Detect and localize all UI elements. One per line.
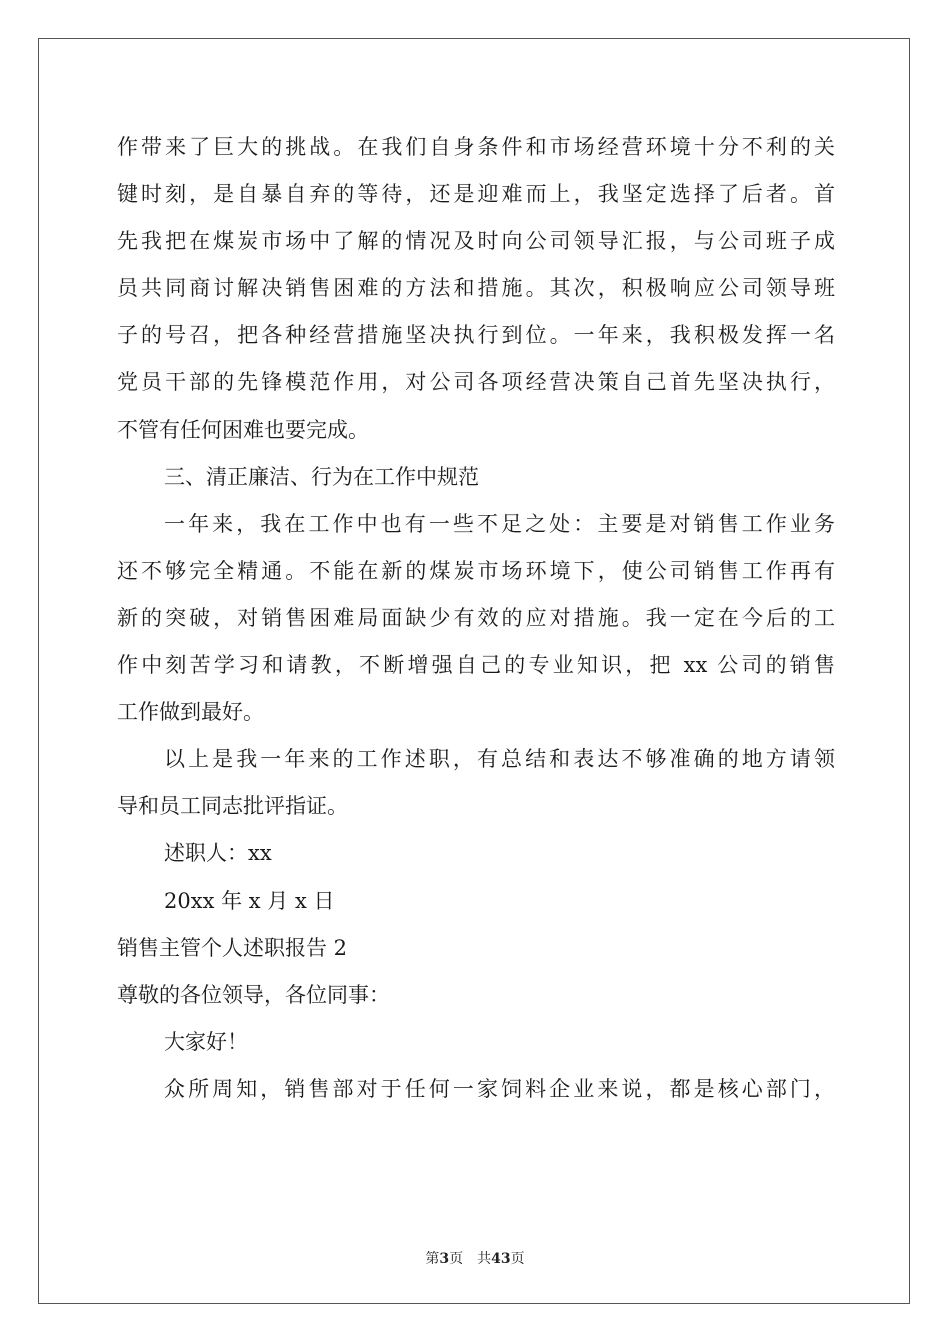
paragraph-line: 一年来，我在工作中也有一些不足之处：主要是对销售工作业务 [164,511,835,536]
paragraph-line: 键时刻，是自暴自弃的等待，还是迎难而上，我坚定选择了后者。首 [117,182,835,207]
paragraph-line: 工作做到最好。 [117,700,264,725]
paragraph-line: 以上是我一年来的工作述职，有总结和表达不够准确的地方请领 [164,747,835,772]
salutation: 尊敬的各位领导，各位同事： [117,982,390,1007]
report-title: 销售主管个人述职报告 2 [117,935,348,960]
paragraph-line: 党员干部的先锋模范作用，对公司各项经营决策自己首先坚决执行， [117,370,835,395]
page-prefix: 第 [425,1251,440,1267]
document-body [117,124,835,1113]
paragraph-line: 还不够完全精通。不能在新的煤炭市场环境下，使公司销售工作再有 [117,558,835,583]
paragraph-line: 不管有任何困难也要完成。 [117,417,369,442]
greeting: 大家好！ [164,1029,248,1054]
paragraph-line: 员共同商讨解决销售困难的方法和措施。其次，积极响应公司领导班 [117,276,835,301]
paragraph-line: 作带来了巨大的挑战。在我们自身条件和市场经营环境十分不利的关 [117,135,835,159]
paragraph-line: 新的突破，对销售困难局面缺少有效的应对措施。我一定在今后的工 [117,605,835,630]
total-page-number: 43 [491,1251,511,1267]
current-page-number: 3 [439,1251,450,1267]
paragraph-line: 导和员工同志批评指证。 [117,794,348,819]
signature-line: 述职人：xx [164,841,272,866]
paragraph-line: 子的号召，把各种经营措施坚决执行到位。一年来，我积极发挥一名 [117,323,835,348]
section-heading: 三、清正廉洁、行为在工作中规范 [164,464,479,489]
page-suffix: 页 [510,1251,525,1267]
paragraph-line: 众所周知，销售部对于任何一家饲料企业来说，都是核心部门， [164,1076,835,1101]
paragraph-line: 作中刻苦学习和请教，不断增强自己的专业知识，把 xx 公司的销售 [117,653,835,678]
page-footer [0,1248,950,1268]
page-mid: 页 共 [449,1251,492,1267]
date-line: 20xx 年 x 月 x 日 [164,888,335,913]
paragraph-line: 先我把在煤炭市场中了解的情况及时向公司领导汇报，与公司班子成 [117,229,835,254]
